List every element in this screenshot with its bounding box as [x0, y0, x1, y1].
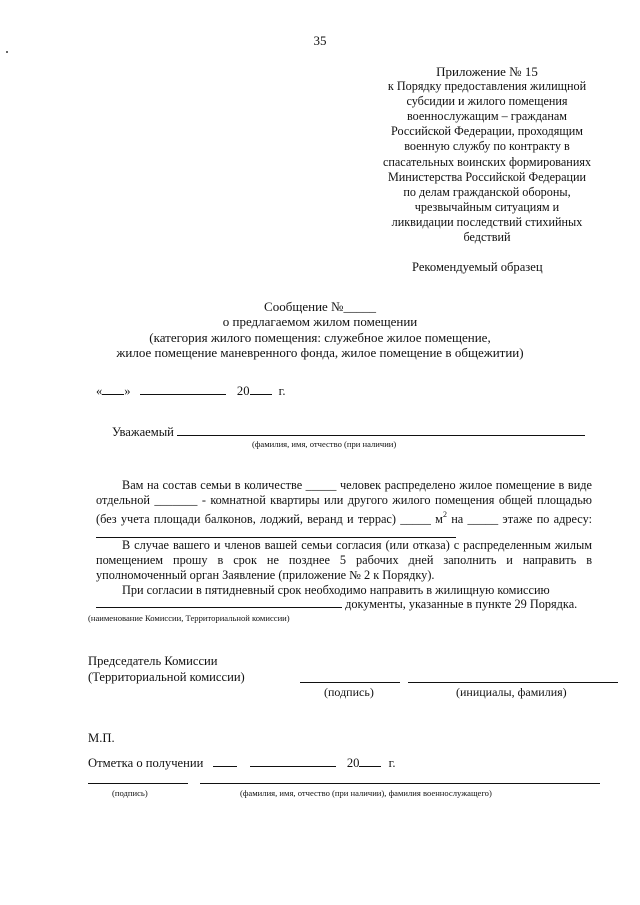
receipt-name-caption: (фамилия, имя, отчество (при наличии), фамилия военнослужащего)	[240, 788, 492, 798]
date-line	[96, 383, 286, 399]
receipt-line	[88, 755, 396, 771]
annex-line: Российской Федерации, проходящим	[391, 124, 583, 139]
heading-line: (категория жилого помещения: служебное жилое помещение,	[149, 329, 491, 345]
annex-line: военную службу по контракту в	[404, 139, 570, 154]
year-blank[interactable]	[250, 383, 272, 395]
date-close-quote: »	[124, 384, 131, 398]
receipt-signature-caption: (подпись)	[112, 788, 148, 798]
commission-name-blank[interactable]	[96, 597, 342, 608]
seal-place-label: М.П.	[88, 731, 115, 745]
paragraph-1-address-text: на _____ этаже по адресу:	[446, 511, 592, 526]
paragraph-1-text: Вам на состав семьи в количестве _____ человек распределено жилое помещение в виде отдельной _______ - комнатной квартиры или другого жилого помещения общей площадью (без учета площади балконов, лоджий, веранд и террас) _____ м	[96, 478, 592, 526]
chairman-line-1: Председатель Комиссии	[88, 654, 218, 668]
date-open-quote: «	[96, 384, 103, 398]
recommended-sample-label: Рекомендуемый образец	[412, 260, 543, 274]
chairman-block	[88, 654, 245, 685]
chairman-line-2: (Территориальной комиссии)	[88, 669, 245, 684]
scan-speck	[6, 51, 8, 53]
receipt-signature-line[interactable]	[88, 783, 188, 784]
annex-line: чрезвычайным ситуациям и	[414, 199, 560, 214]
receipt-year-suffix: г.	[388, 756, 396, 770]
heading-line: жилое помещение маневренного фонда, жилое помещение в общежитии)	[116, 344, 524, 360]
salutation-label: Уважаемый	[112, 425, 174, 439]
paragraph-3-tail: документы, указанные в пункте 29 Порядка.	[345, 597, 578, 611]
annex-line: Министерства Российской Федерации	[387, 169, 587, 184]
year-suffix: г.	[278, 384, 286, 398]
annex-line: военнослужащим – гражданам	[406, 109, 567, 124]
annex-line: субсидии и жилого помещения	[406, 94, 568, 109]
body-paragraph-3-continuation	[96, 597, 592, 612]
receipt-year-blank[interactable]	[359, 755, 381, 767]
page-number: 35	[313, 33, 327, 48]
body-paragraph-2: В случае вашего и членов вашей семьи согласия (или отказа) с распределенным жилым помещением прошу в срок не позднее 5 рабочих дней заполнить и направить в уполномоченный орган Заявление (приложение № 2 к Порядку).	[96, 538, 592, 582]
chairman-signature-line[interactable]	[300, 682, 400, 683]
annex-line: по делам гражданской обороны,	[403, 184, 571, 199]
address-blank[interactable]	[96, 527, 456, 538]
annex-line: спасательных воинских формированиях	[382, 154, 592, 169]
chairman-name-caption: (инициалы, фамилия)	[456, 685, 567, 699]
annex-line: бедствий	[463, 230, 511, 245]
annex-line: ликвидации последствий стихийных	[391, 214, 583, 229]
annex-line: к Порядку предоставления жилищной	[387, 79, 587, 94]
chairman-signature-caption: (подпись)	[324, 685, 374, 699]
square-meter-superscript: 2	[442, 509, 447, 519]
recipient-name-blank[interactable]	[177, 424, 585, 436]
recipient-name-caption: (фамилия, имя, отчество (при наличии)	[252, 439, 397, 449]
receipt-year-prefix: 20	[346, 756, 360, 770]
heading-line: о предлагаемом жилом помещении	[222, 314, 418, 330]
annex-title: Приложение № 15	[436, 64, 538, 79]
chairman-name-line[interactable]	[408, 682, 618, 683]
receipt-month-blank[interactable]	[250, 755, 336, 767]
annex-block	[362, 64, 612, 245]
day-blank[interactable]	[102, 383, 124, 395]
receipt-name-line[interactable]	[200, 783, 600, 784]
message-heading	[0, 299, 640, 360]
receipt-label: Отметка о получении	[88, 756, 204, 770]
year-prefix: 20	[236, 384, 250, 398]
heading-line: Сообщение №_____	[264, 299, 376, 314]
month-blank[interactable]	[140, 383, 226, 395]
commission-name-caption: (наименование Комиссии, Территориальной комиссии)	[88, 613, 290, 623]
salutation-line	[112, 424, 585, 440]
body-paragraph-3: При согласии в пятидневный срок необходимо направить в жилищную комиссию	[122, 583, 550, 597]
body-paragraph-1	[96, 478, 592, 542]
receipt-day-blank[interactable]	[213, 755, 237, 767]
